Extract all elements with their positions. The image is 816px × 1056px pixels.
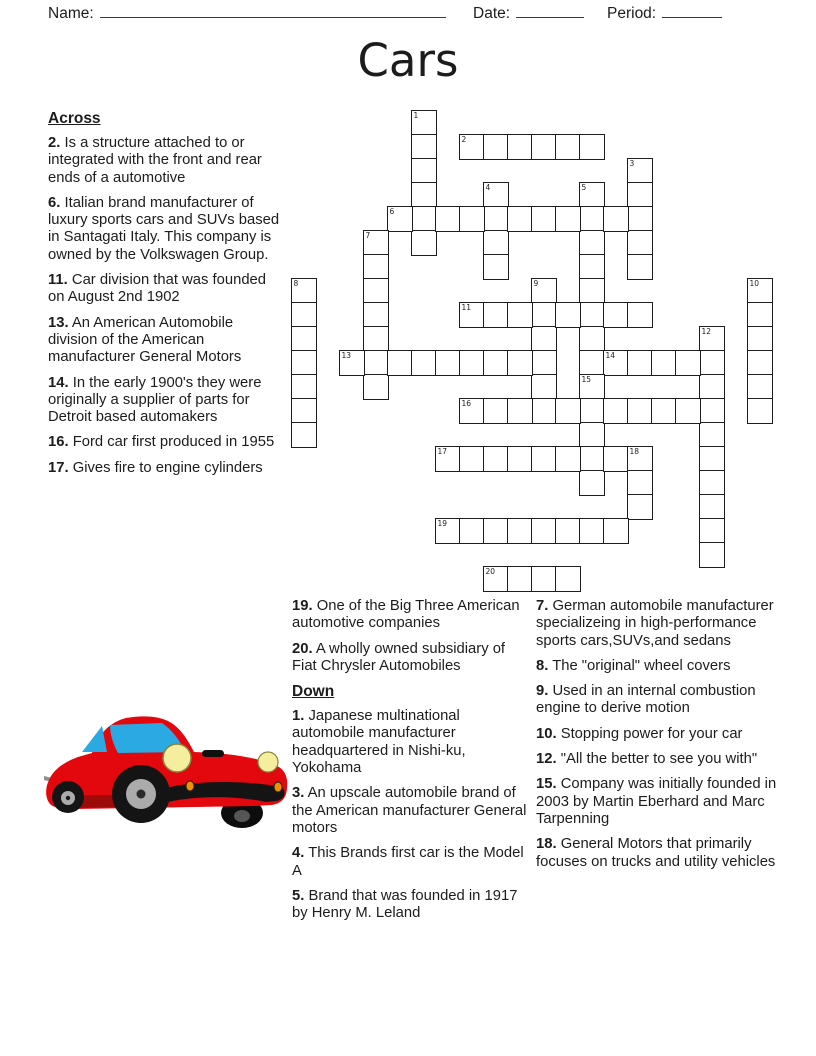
- red-car-illustration: [44, 692, 290, 840]
- car-hood-vent: [202, 750, 224, 757]
- grid-cell: [507, 518, 533, 544]
- grid-cell: [507, 302, 533, 328]
- grid-cell: [699, 398, 725, 424]
- grid-cell: [363, 302, 389, 328]
- clue: [292, 708, 530, 777]
- grid-cell: [627, 254, 653, 280]
- cell-number: 6: [389, 206, 395, 216]
- grid-cell: [579, 422, 605, 448]
- grid-cell: [411, 110, 437, 136]
- cell-number: 7: [365, 230, 371, 240]
- clues-column-middle: [292, 598, 530, 930]
- grid-cell: [459, 518, 485, 544]
- grid-cell: [699, 470, 725, 496]
- grid-cell: [603, 446, 629, 472]
- grid-cell: [483, 134, 509, 160]
- grid-cell: [507, 398, 533, 424]
- clue-text: An American Automobile division of the American manufacturer General Motors: [48, 314, 242, 366]
- cell-number: 1: [413, 110, 419, 120]
- clue-number: 15.: [536, 776, 557, 793]
- cell-number: 2: [461, 134, 467, 144]
- cell-number: 18: [629, 446, 640, 456]
- grid-cell: [483, 398, 509, 424]
- clue-number: 13.: [48, 314, 69, 331]
- grid-cell: [747, 278, 773, 304]
- grid-cell: [627, 470, 653, 496]
- clue-text: Stopping power for your car: [560, 725, 743, 742]
- date-label: Date:: [473, 5, 511, 22]
- clue-number: 14.: [48, 374, 69, 391]
- clue-text: Japanese multinational automobile manufacturer headquartered in Nishi-ku, Yokohama: [292, 708, 466, 777]
- clue-text: The "original" wheel covers: [552, 657, 731, 674]
- grid-cell: [603, 350, 629, 376]
- grid-cell: [747, 302, 773, 328]
- grid-cell: [627, 182, 653, 208]
- clue: [292, 598, 530, 633]
- grid-cell: [555, 446, 581, 472]
- clue-number: 6.: [48, 194, 61, 211]
- grid-cell: [411, 134, 437, 160]
- period-label: Period:: [607, 5, 657, 22]
- car-headlight-main: [163, 744, 191, 772]
- clue-number: 4.: [292, 845, 305, 862]
- clue-text: Used in an internal combustion engine to derive motion: [536, 683, 756, 717]
- cell-number: 13: [341, 350, 352, 360]
- grid-cell: [411, 182, 437, 208]
- grid-cell: [411, 350, 437, 376]
- grid-cell: [435, 350, 461, 376]
- grid-cell: [411, 206, 437, 232]
- grid-cell: [579, 326, 605, 352]
- grid-cell: [363, 350, 389, 376]
- cell-number: 14: [605, 350, 616, 360]
- clue-number: 11.: [48, 272, 68, 289]
- grid-cell: [579, 134, 605, 160]
- clue-text: Italian brand manufacturer of luxury sports cars and SUVs based in Santagati Italy. This company is owned by the Volkswagen Group.: [48, 194, 280, 263]
- grid-cell: [507, 206, 533, 232]
- grid-cell: [603, 206, 629, 232]
- puzzle-title: Cars: [357, 34, 459, 87]
- grid-cell: [651, 350, 677, 376]
- clue: [292, 845, 530, 880]
- grid-cell: [483, 350, 509, 376]
- clue: [48, 460, 285, 477]
- grid-cell: [627, 398, 653, 424]
- name-blank-line: [100, 4, 446, 18]
- clues-column-across: [48, 110, 285, 485]
- grid-cell: [291, 374, 317, 400]
- period-blank-line: [662, 4, 722, 18]
- clue: [536, 658, 779, 675]
- section-heading-across: Across: [48, 110, 101, 127]
- grid-cell: [555, 398, 581, 424]
- clue: [536, 751, 779, 768]
- clue: [536, 726, 779, 743]
- grid-cell: [579, 302, 605, 328]
- clue-number: 16.: [48, 434, 69, 451]
- grid-cell: [435, 446, 461, 472]
- grid-cell: [507, 566, 533, 592]
- grid-cell: [747, 374, 773, 400]
- grid-cell: [291, 350, 317, 376]
- grid-cell: [459, 302, 485, 328]
- cell-number: 11: [461, 302, 472, 312]
- grid-cell: [483, 182, 509, 208]
- grid-cell: [291, 398, 317, 424]
- grid-cell: [699, 374, 725, 400]
- grid-cell: [291, 326, 317, 352]
- clue: [48, 195, 285, 264]
- grid-cell: [363, 374, 389, 400]
- grid-cell: [603, 518, 629, 544]
- period-field: [607, 4, 722, 23]
- grid-cell: [483, 518, 509, 544]
- grid-cell: [387, 350, 413, 376]
- grid-cell: [459, 350, 485, 376]
- cell-number: 12: [701, 326, 712, 336]
- grid-cell: [555, 518, 581, 544]
- car-marker-light: [186, 781, 194, 791]
- clue-number: 2.: [48, 135, 61, 151]
- grid-cell: [627, 494, 653, 520]
- grid-cell: [579, 206, 605, 232]
- grid-cell: [555, 206, 581, 232]
- grid-cell: [339, 350, 365, 376]
- clue: [48, 434, 285, 451]
- grid-cell: [555, 302, 581, 328]
- grid-cell: [363, 254, 389, 280]
- clue: [536, 836, 779, 871]
- car-far-hubcap: [234, 810, 250, 822]
- name-label: Name:: [48, 5, 94, 22]
- cell-number: 10: [749, 278, 760, 288]
- grid-cell: [579, 398, 605, 424]
- grid-cell: [483, 566, 509, 592]
- date-blank-line: [516, 4, 584, 18]
- grid-cell: [603, 302, 629, 328]
- grid-cell: [483, 206, 509, 232]
- car-headlight-far: [258, 752, 278, 772]
- name-field: [48, 4, 446, 23]
- grid-cell: [627, 350, 653, 376]
- grid-cell: [531, 518, 557, 544]
- grid-cell: [579, 374, 605, 400]
- grid-cell: [579, 446, 605, 472]
- clue: [292, 888, 530, 923]
- grid-cell: [675, 350, 701, 376]
- clue-text: German automobile manufacturer specializeing in high-performance sports cars,SUVs,and sedans: [536, 598, 774, 649]
- clues-column-right: [536, 598, 779, 879]
- clue: [292, 641, 530, 676]
- section-heading-down: Down: [292, 683, 335, 701]
- cell-number: 8: [293, 278, 299, 288]
- clue-text: Ford car first produced in 1955: [72, 434, 275, 451]
- clue-number: 17.: [48, 459, 69, 476]
- grid-cell: [531, 134, 557, 160]
- grid-cell: [699, 326, 725, 352]
- grid-cell: [411, 230, 437, 256]
- car-front-hub-center: [137, 790, 146, 799]
- clue-number: 3.: [292, 785, 305, 802]
- grid-cell: [579, 350, 605, 376]
- grid-cell: [531, 398, 557, 424]
- grid-cell: [411, 158, 437, 184]
- grid-cell: [531, 566, 557, 592]
- cell-number: 16: [461, 398, 472, 408]
- date-field: [473, 4, 584, 23]
- clue-number: 8.: [536, 657, 549, 674]
- grid-cell: [483, 254, 509, 280]
- grid-cell: [507, 446, 533, 472]
- grid-cell: [459, 398, 485, 424]
- grid-cell: [627, 206, 653, 232]
- clue-text: This Brands first car is the Model A: [292, 845, 524, 879]
- cell-number: 4: [485, 182, 491, 192]
- grid-cell: [699, 422, 725, 448]
- grid-cell: [531, 326, 557, 352]
- clue: [48, 135, 285, 187]
- grid-cell: [627, 302, 653, 328]
- grid-cell: [459, 134, 485, 160]
- grid-cell: [531, 206, 557, 232]
- grid-cell: [483, 302, 509, 328]
- clue: [48, 272, 285, 307]
- grid-cell: [651, 398, 677, 424]
- grid-cell: [483, 230, 509, 256]
- grid-cell: [579, 278, 605, 304]
- clue-number: 10.: [536, 725, 557, 742]
- grid-cell: [363, 278, 389, 304]
- grid-cell: [387, 206, 413, 232]
- cell-number: 19: [437, 518, 448, 528]
- grid-cell: [531, 446, 557, 472]
- grid-cell: [531, 350, 557, 376]
- grid-cell: [747, 350, 773, 376]
- grid-cell: [747, 398, 773, 424]
- grid-cell: [579, 230, 605, 256]
- clue: [48, 315, 285, 367]
- grid-cell: [699, 446, 725, 472]
- grid-cell: [483, 446, 509, 472]
- clue-number: 18.: [536, 836, 557, 853]
- clue-number: 12.: [536, 751, 557, 768]
- cell-number: 5: [581, 182, 587, 192]
- clue-text: One of the Big Three American automotive companies: [292, 598, 520, 632]
- grid-cell: [675, 398, 701, 424]
- grid-cell: [579, 254, 605, 280]
- grid-cell: [627, 158, 653, 184]
- clue-number: 7.: [536, 598, 549, 614]
- grid-cell: [531, 302, 557, 328]
- grid-cell: [507, 134, 533, 160]
- grid-cell: [507, 350, 533, 376]
- grid-cell: [579, 470, 605, 496]
- grid-cell: [627, 446, 653, 472]
- clue-number: 5.: [292, 887, 305, 904]
- grid-cell: [363, 230, 389, 256]
- grid-cell: [291, 302, 317, 328]
- cell-number: 3: [629, 158, 635, 168]
- grid-cell: [699, 518, 725, 544]
- cell-number: 9: [533, 278, 539, 288]
- clue-text: Brand that was founded in 1917 by Henry M. Leland: [292, 887, 518, 922]
- clue-number: 20.: [292, 640, 313, 657]
- grid-cell: [579, 518, 605, 544]
- grid-cell: [363, 326, 389, 352]
- clue: [536, 683, 779, 718]
- grid-cell: [603, 398, 629, 424]
- grid-cell: [747, 326, 773, 352]
- clue-text: Gives fire to engine cylinders: [72, 459, 263, 476]
- clue-text: General Motors that primarily focuses on trucks and utility vehicles: [536, 836, 776, 870]
- grid-cell: [291, 278, 317, 304]
- clue-text: A wholly owned subsidiary of Fiat Chrysler Automobiles: [292, 640, 506, 674]
- grid-cell: [699, 542, 725, 568]
- car-rear-window: [82, 726, 107, 752]
- cell-number: 17: [437, 446, 448, 456]
- clue: [48, 375, 285, 427]
- clue-text: "All the better to see you with": [560, 751, 758, 768]
- car-marker-light-far: [274, 782, 282, 792]
- grid-cell: [699, 350, 725, 376]
- cell-number: 15: [581, 374, 592, 384]
- clue-number: 1.: [292, 708, 305, 725]
- grid-cell: [579, 182, 605, 208]
- clue: [536, 598, 779, 650]
- clue-text: Car division that was founded on August 2nd 1902: [48, 272, 267, 306]
- grid-cell: [627, 230, 653, 256]
- clue-number: 9.: [536, 683, 549, 700]
- grid-cell: [435, 206, 461, 232]
- grid-cell: [435, 518, 461, 544]
- grid-cell: [699, 494, 725, 520]
- clue: [536, 776, 779, 828]
- clue-number: 19.: [292, 598, 313, 614]
- grid-cell: [459, 206, 485, 232]
- clue: [292, 785, 530, 837]
- clue-text: In the early 1900's they were originally a supplier of parts for Detroit based automakers: [48, 374, 262, 426]
- car-rear-hub-center: [66, 796, 70, 800]
- grid-cell: [291, 422, 317, 448]
- crossword-grid: [291, 110, 773, 592]
- grid-cell: [555, 134, 581, 160]
- clue-text: Company was initially founded in 2003 by Martin Eberhard and Marc Tarpenning: [536, 776, 777, 827]
- clue-text: An upscale automobile brand of the American manufacturer General motors: [292, 785, 527, 836]
- grid-cell: [531, 374, 557, 400]
- grid-cell: [459, 446, 485, 472]
- clue-text: Is a structure attached to or integrated with the front and rear ends of a automotive: [48, 135, 262, 186]
- cell-number: 20: [485, 566, 496, 576]
- grid-cell: [531, 278, 557, 304]
- grid-cell: [555, 566, 581, 592]
